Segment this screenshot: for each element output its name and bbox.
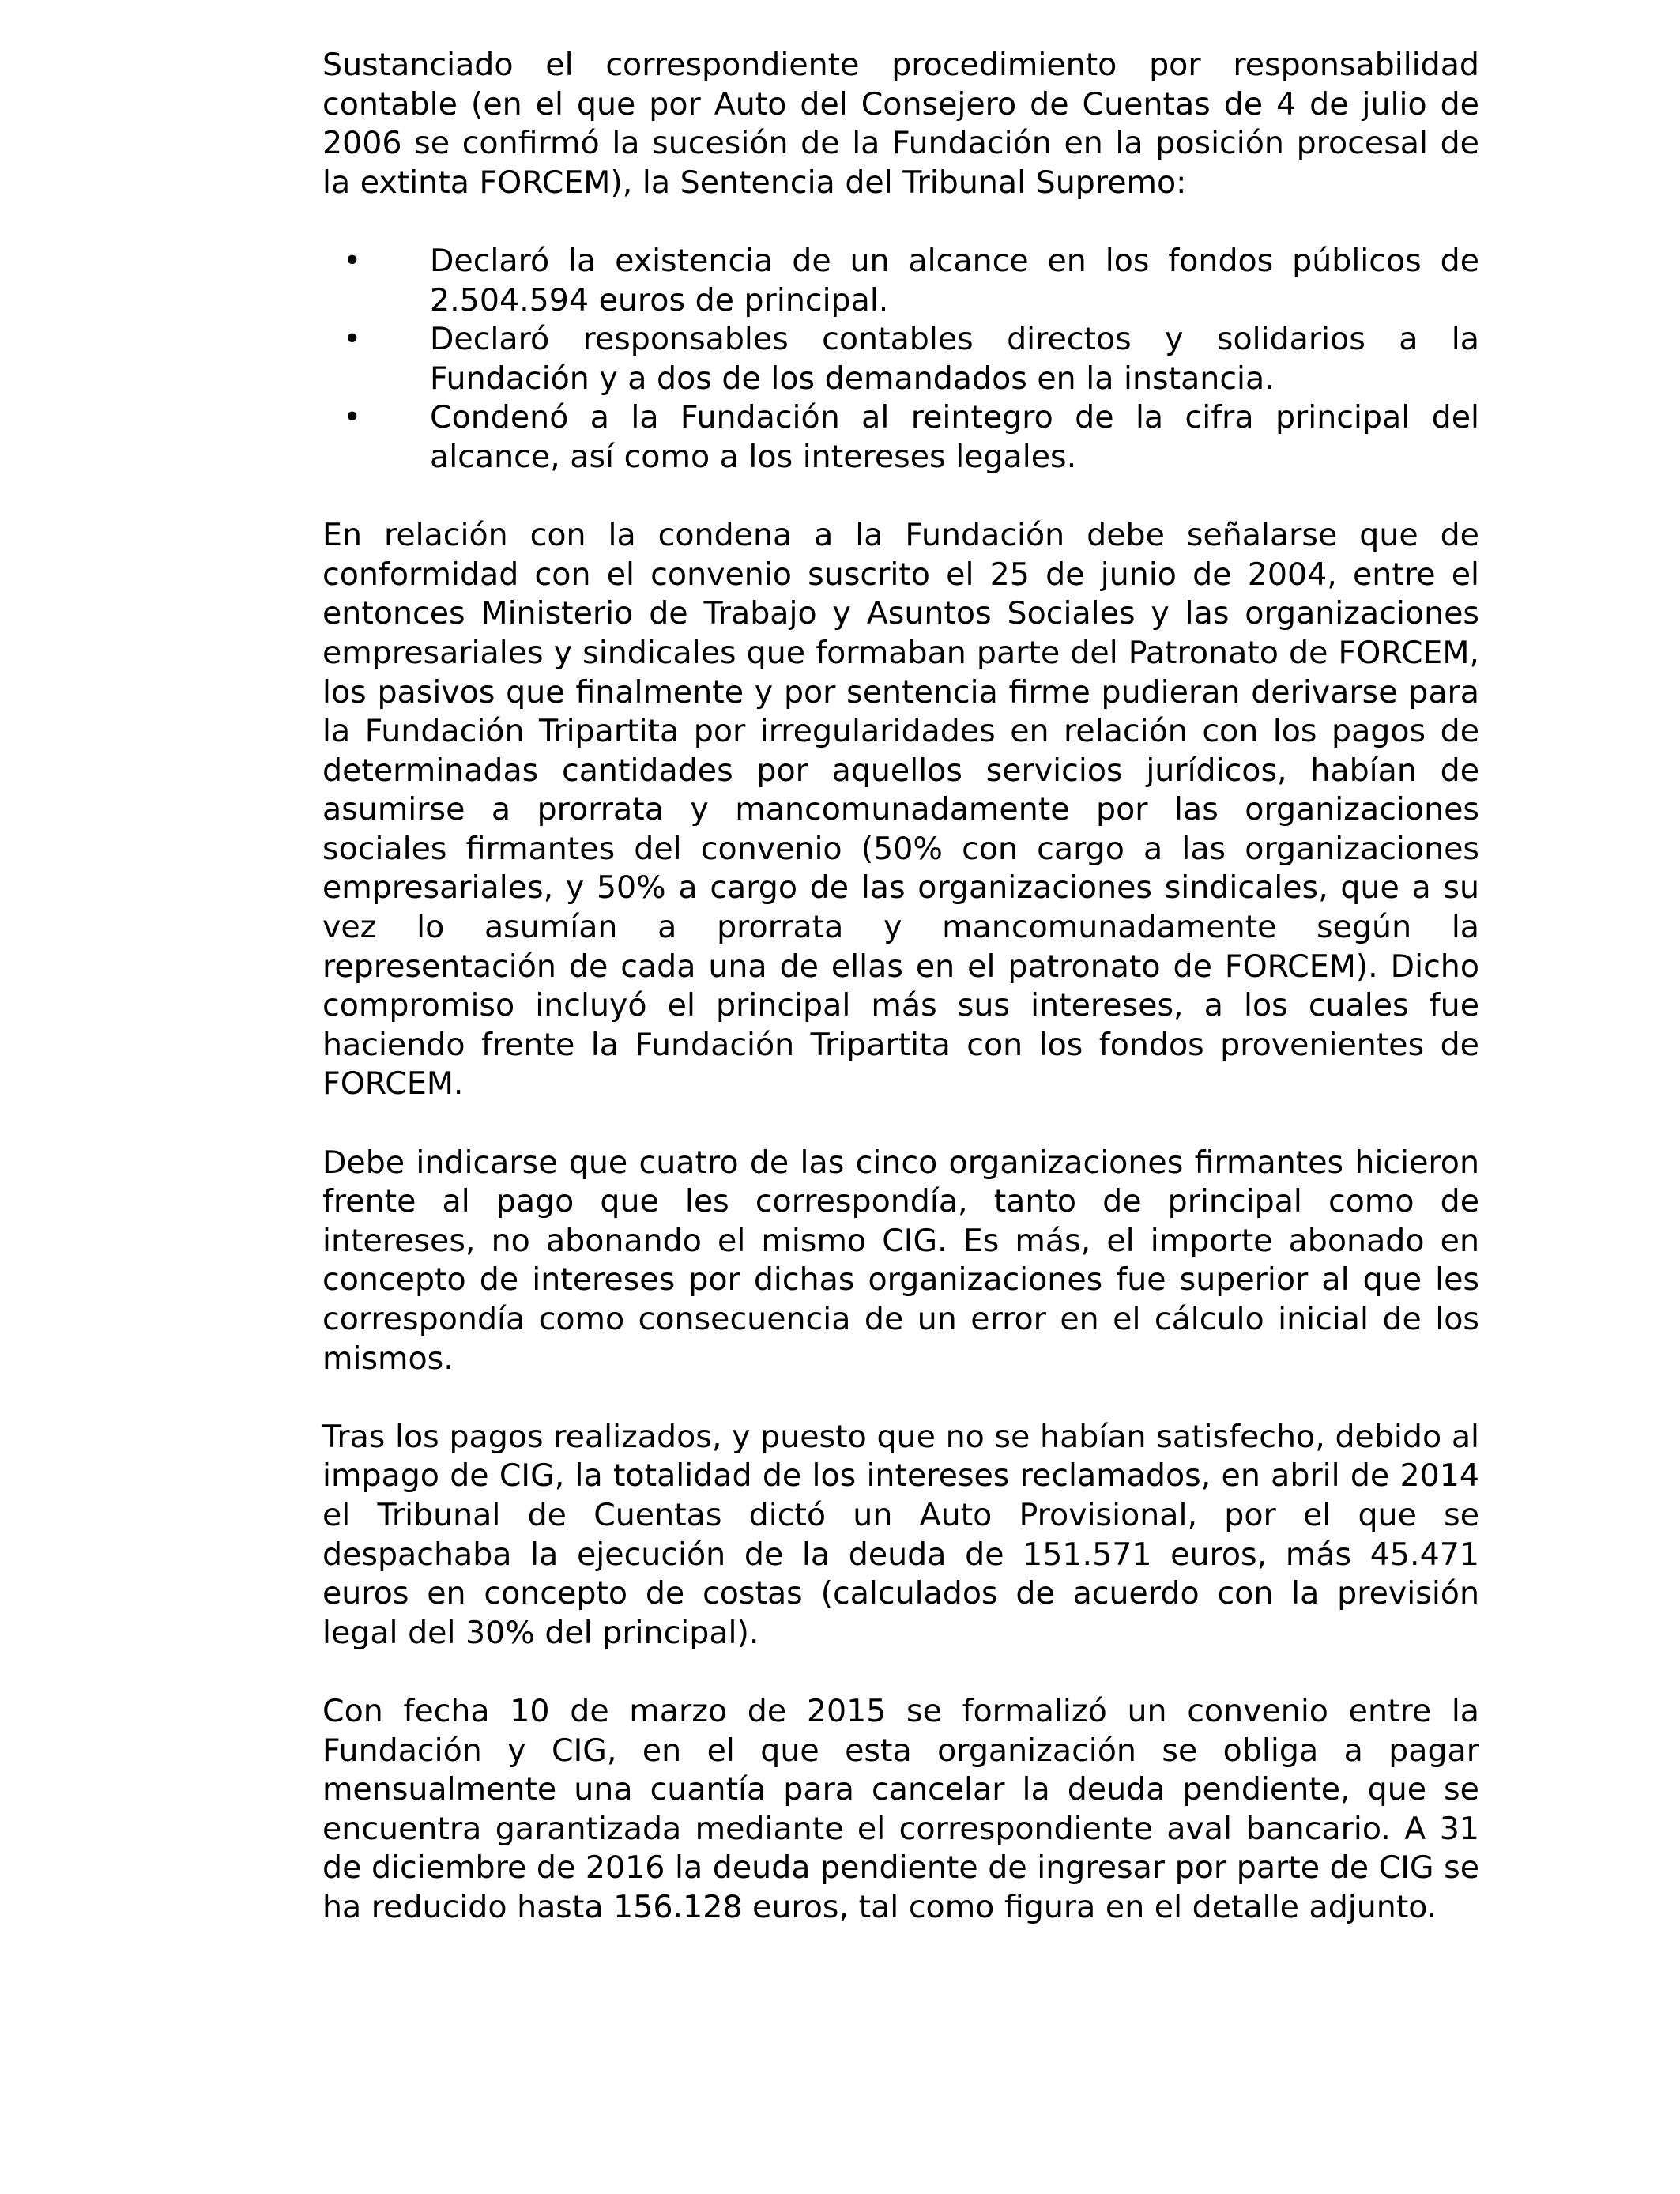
paragraph-condena: En relación con la condena a la Fundación debe señalarse que de conformidad con el convenio suscrito el 25 de junio de 2004, entre el entonces Ministerio de Trabajo y Asuntos Sociales y las organizaciones empresariales y sindicales que formaban parte del Patronato de FORCEM, los pasivos que finalmente y por sentencia firme pudieran derivarse para la Fundación Tripartita por irregularidades en relación con los pagos de determinadas cantidades por aquellos servicios jurídicos, habían de asumirse a prorrata y mancomunadamente por las organizaciones sociales firmantes del convenio (50% con cargo a las organizaciones empresariales, y 50% a cargo de las organizaciones sindicales, que a su vez lo asumían a prorrata y mancomunadamente según la representación de cada una de ellas en el patronato de FORCEM). Dicho compromiso incluyó el principal más sus intereses, a los cuales fue haciendo frente la Fundación Tripartita con los fondos provenientes de FORCEM.	[322, 517, 1479, 1103]
list-item-text: Declaró la existencia de un alcance en los fondos públicos de 2.504.594 euros de principal.	[430, 242, 1479, 319]
list-item-text: Condenó a la Fundación al reintegro de la cifra principal del alcance, así como a los intereses legales.	[430, 399, 1479, 475]
paragraph-auto-provisional: Tras los pagos realizados, y puesto que no se habían satisfecho, debido al impago de CIG, la totalidad de los intereses reclamados, en abril de 2014 el Tribunal de Cuentas dictó un Auto Provisional, por el que se despachaba la ejecución de la deuda de 151.571 euros, más 45.471 euros en concepto de costas (calculados de acuerdo con la previsión legal del 30% del principal).	[322, 1418, 1479, 1651]
bullet-icon: •	[343, 321, 362, 358]
list-item	[322, 320, 1479, 398]
paragraph-organizaciones: Debe indicarse que cuatro de las cinco organizaciones firmantes hicieron frente al pago que les correspondía, tanto de principal como de intereses, no abonando el mismo CIG. Es más, el importe abonado en concepto de intereses por dichas organizaciones fue superior al que les correspondía como consecuencia de un error en el cálculo inicial de los mismos.	[322, 1144, 1479, 1377]
list-item	[322, 242, 1479, 320]
document-page	[322, 46, 1479, 1966]
bullet-list	[322, 242, 1479, 477]
list-item	[322, 398, 1479, 477]
paragraph-convenio-cig: Con fecha 10 de marzo de 2015 se formalizó un convenio entre la Fundación y CIG, en el que esta organización se obliga a pagar mensualmente una cuantía para cancelar la deuda pendiente, que se encuentra garantizada mediante el correspondiente aval bancario. A 31 de diciembre de 2016 la deuda pendiente de ingresar por parte de CIG se ha reducido hasta 156.128 euros, tal como figura en el detalle adjunto.	[322, 1692, 1479, 1925]
intro-paragraph: Sustanciado el correspondiente procedimiento por responsabilidad contable (en el que por Auto del Consejero de Cuentas de 4 de julio de 2006 se confirmó la sucesión de la Fundación en la posición procesal de la extinta FORCEM), la Sentencia del Tribunal Supremo:	[322, 47, 1479, 201]
bullet-icon: •	[343, 399, 362, 436]
list-item-text: Declaró responsables contables directos y solidarios a la Fundación y a dos de los demandados en la instancia.	[430, 321, 1479, 397]
bullet-icon: •	[343, 242, 362, 279]
